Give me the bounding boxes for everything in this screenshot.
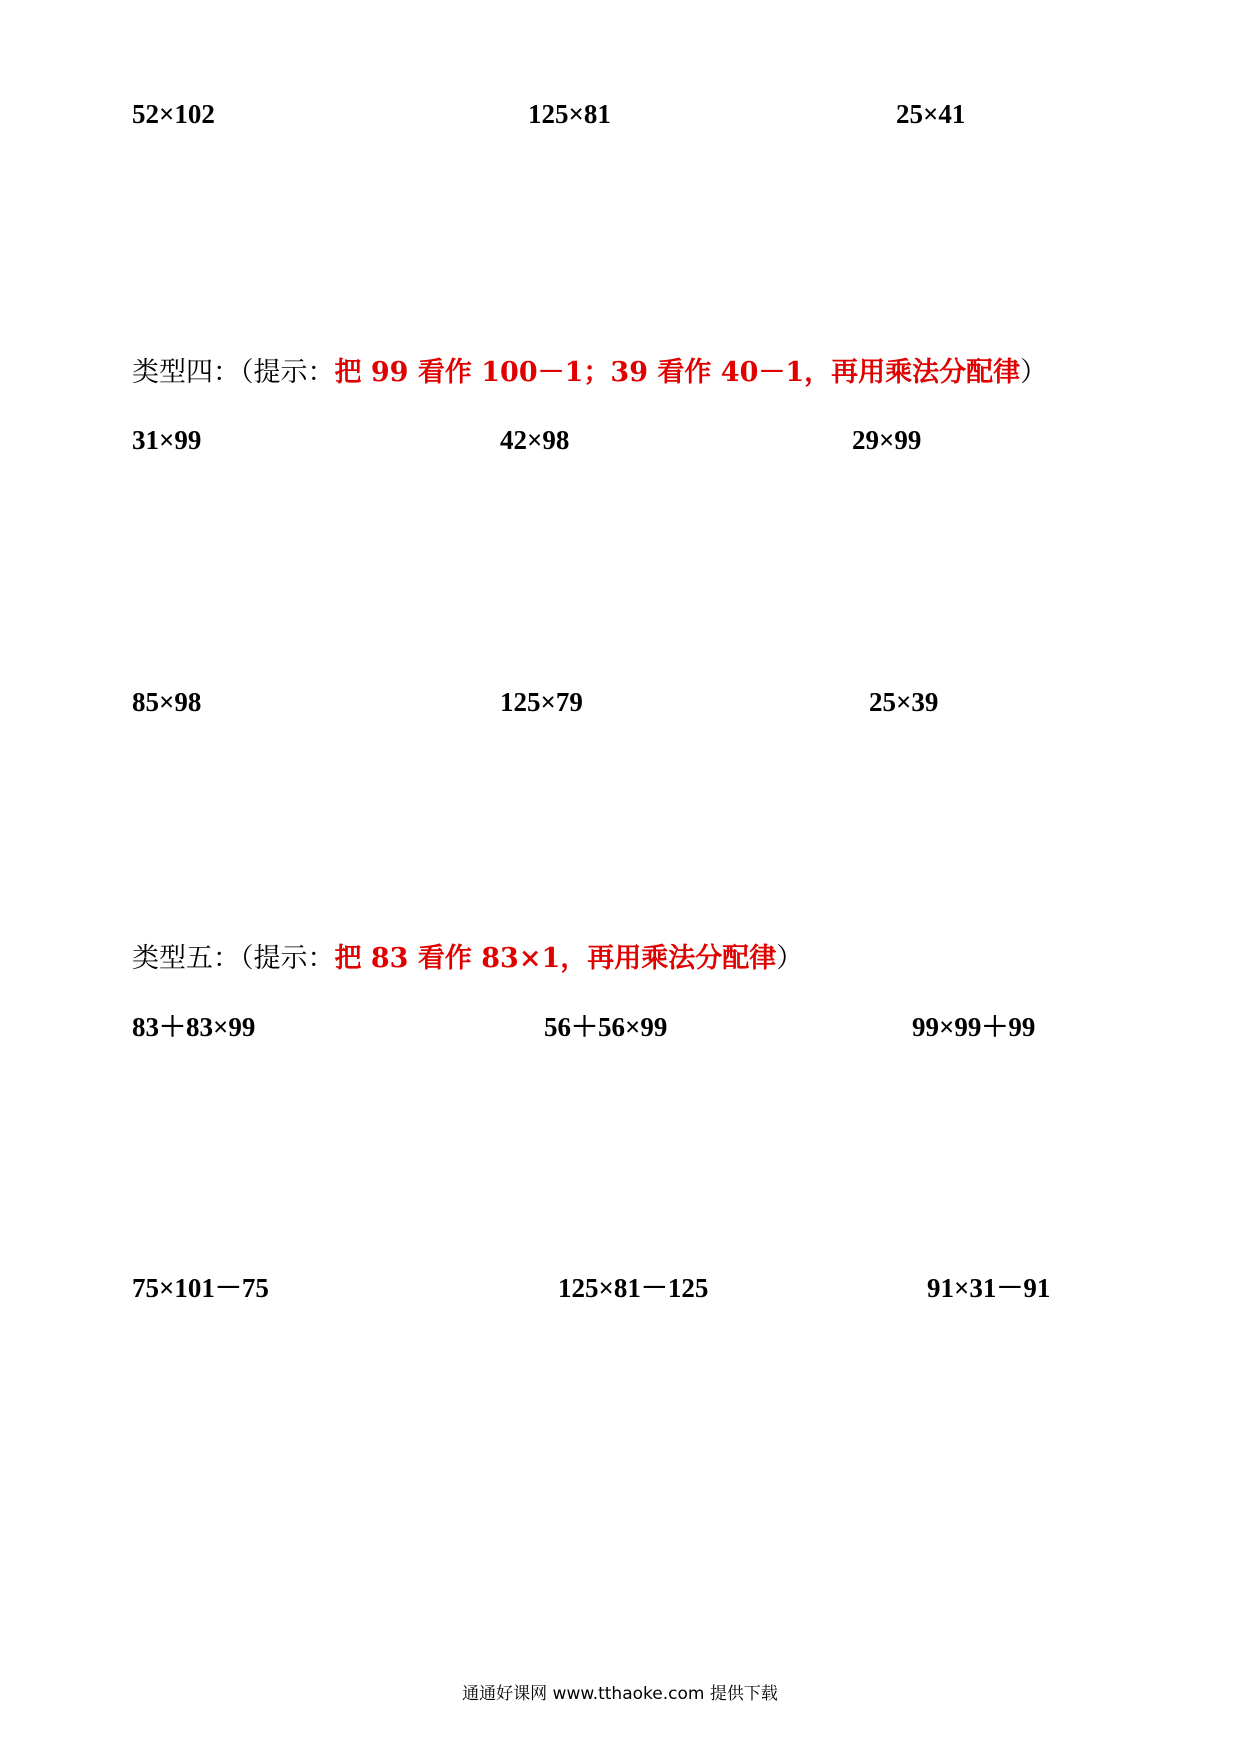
problem-52x102: 52×102 — [132, 99, 215, 129]
problem-83-plus-83x99: 83＋83×99 — [132, 1012, 256, 1042]
problem-99x99-plus-99: 99×99＋99 — [912, 1012, 1036, 1042]
problem-29x99: 29×99 — [852, 425, 922, 455]
type4-heading-prefix: 类型四：（提示： — [132, 357, 335, 388]
problem-91x31-minus-91: 91×31－91 — [927, 1273, 1051, 1303]
problem-125x79: 125×79 — [500, 687, 583, 717]
problem-125x81-minus-125: 125×81－125 — [558, 1273, 709, 1303]
type4-heading — [132, 356, 1047, 390]
type5-heading-suffix: ） — [776, 943, 804, 974]
problem-75x101-minus-75: 75×101－75 — [132, 1273, 269, 1303]
problem-56-plus-56x99: 56＋56×99 — [544, 1012, 668, 1042]
problem-25x41: 25×41 — [896, 99, 966, 129]
type4-hint: 把 99 看作 100－1；39 看作 40－1，再用乘法分配律 — [334, 357, 1021, 388]
type5-heading — [132, 942, 803, 976]
page-footer: 通通好课网 www.tthaoke.com 提供下载 — [462, 1684, 778, 1704]
type4-heading-suffix: ） — [1020, 357, 1048, 388]
problem-25x39: 25×39 — [869, 687, 939, 717]
problem-85x98: 85×98 — [132, 687, 202, 717]
type5-heading-prefix: 类型五：（提示： — [132, 943, 335, 974]
type5-hint: 把 83 看作 83×1，再用乘法分配律 — [334, 943, 777, 974]
problem-31x99: 31×99 — [132, 425, 202, 455]
problem-125x81: 125×81 — [528, 99, 611, 129]
problem-42x98: 42×98 — [500, 425, 570, 455]
